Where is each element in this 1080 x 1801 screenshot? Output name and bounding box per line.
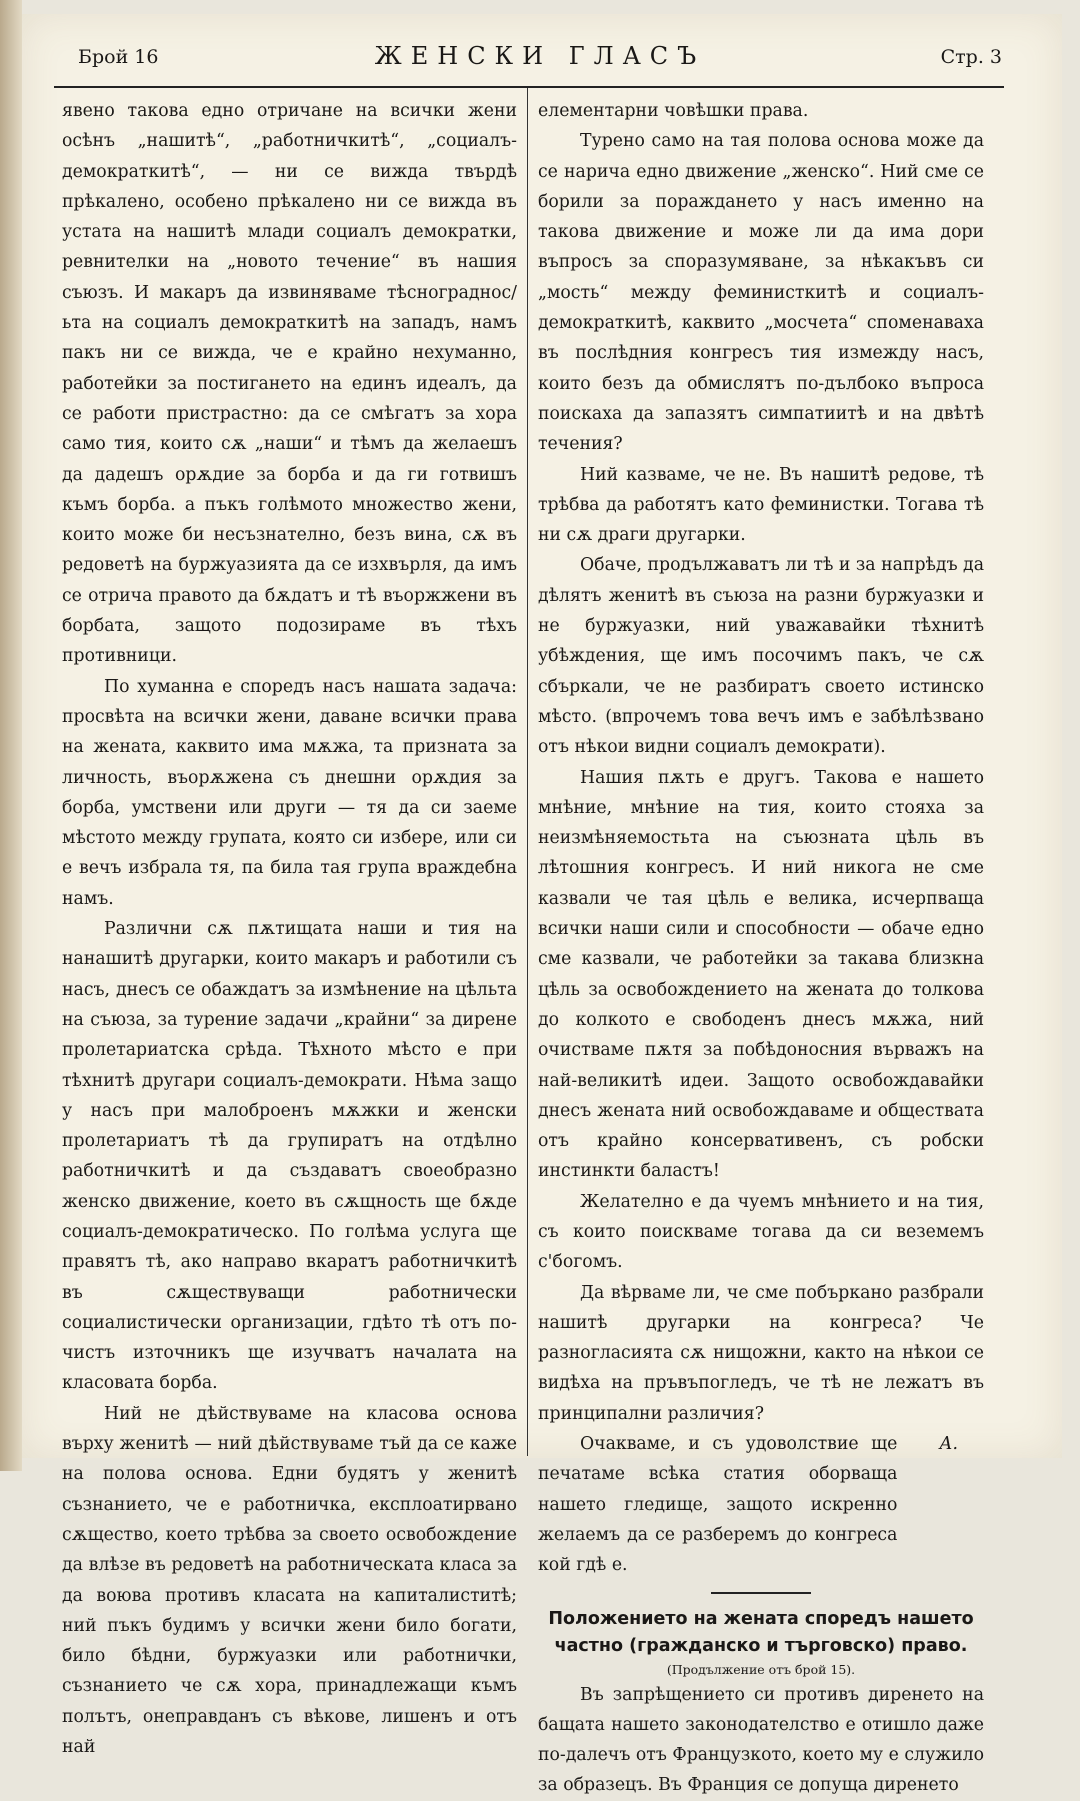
paragraph: Да вѣрваме ли, че сме побъркано разбрали нашитѣ другарки на конгреса? Че разногласията сѫ нищожни, както на нѣкои се видѣха на пръвъпогледъ, че тѣ не лежатъ въ принципални различия?	[538, 1282, 984, 1424]
author-signature: А.	[939, 1434, 958, 1455]
paragraph: Обаче, продължаватъ ли тѣ и за напрѣдъ да дѣлятъ женитѣ въ съюза на разни буржуазки и не буржуазки, ний уважавайки тѣхнитѣ убѣждения, ще имъ посочимъ пакъ, че сѫ сбъркали, че не разбиратъ своето истинско мѣсто. (впрочемъ това вечъ имъ е забѣлѣзвано отъ нѣкои видни социалъ демократи).	[538, 555, 984, 758]
paragraph: Въ запрѣщението си противъ диренето на бащата нашето законодателство е отишло даже по-далечъ отъ Французкото, което му е служило за образецъ. Въ Франция се допуща диренето	[538, 1684, 984, 1796]
header-rule	[54, 86, 1004, 88]
paragraph: Желателно е да чуемъ мнѣнието и на тия, съ които поискваме тогава да си веземемъ с'богомъ.	[538, 1191, 984, 1273]
issue-number: Брой 16	[78, 46, 159, 68]
section-divider	[711, 1592, 811, 1594]
paragraph: Очакваме, и съ удоволствие ще печатаме всѣка статия оборваща нашето гледище, защото искренно желаемъ да се разберемъ до конгреса кой гдѣ е.	[538, 1434, 898, 1576]
paragraph: Турено само на тая полова основа може да се нарича едно движение „женско“. Ний сме се борили за пораждането у насъ именно на такова движение и може ли да има дори въпросъ за споразумяване, за нѣкакъвъ си „мость“ между феминисткитѣ и социалъ-демократкитѣ, каквито „мосчета“ споменаваха въ послѣдния конгресъ тия измежду насъ, които безъ да обмислятъ по-дълбоко въпроса поискаха да запазятъ симпатиитѣ и на двѣтѣ течения?	[538, 131, 984, 455]
column-divider	[527, 88, 528, 1456]
paragraph: явено такова едно отричане на всички жени осѣнъ „нашитѣ“, „работничкитѣ“, „социалъ-демократкитѣ“, — ни се вижда твърдѣ прѣкалено, особено прѣкалено ни се вижда въ устата на нашитѣ млади социалъ демократки, ревнителки на „новото течение“ въ нашия съюзъ. И макаръ да извиняваме тѣснограднос/ьта на социалъ демократкитѣ на западъ, намъ пакъ ни се вижда, че е крайно нехуманно, работейки за постигането на единъ идеалъ, да се работи пристрастно: да се смѣгатъ за хора само тия, които сѫ „наши“ и тѣмъ да желаешъ да дадешъ орѫдие за борба и да ги готвишъ къмъ борба. а пъкъ голѣмото множество жени, които може би несъзнателно, безъ вина, сѫ въ редоветѣ на буржуазията да се изхвърля, да имъ се отрича правото да бѫдатъ и тѣ въоржжени въ борбата, защото подозираме въ тѣхъ противници.	[62, 101, 517, 667]
signed-paragraph	[538, 1429, 984, 1580]
paragraph: елементарни човѣшки права.	[538, 101, 809, 121]
paragraph: Ний не дѣйствуваме на класова основа върху женитѣ — ний дѣйствуваме тъй да се каже на полова основа. Едни будятъ у женитѣ съзнанието, че е работничка, експлоатирвано сѫщество, което трѣбва за своето освобождение да влѣзе въ редоветѣ на работническата класа за да воюва противъ класата на капиталиститѣ; ний пъкъ будимъ у всички жени било богати, било бѣдни, буржуазки или работнички, съзнанието че сѫ хора, принадлежащи къмъ полътъ, онеправданъ съ вѣкове, лишенъ и отъ най	[62, 1403, 517, 1758]
book-spine	[0, 0, 22, 1471]
left-column	[62, 96, 517, 1762]
section-title: Положението на жената споредъ нашето частно (гражданско и търговско) право.	[548, 1608, 974, 1656]
paragraph: Ний казваме, че не. Въ нашитѣ редове, тѣ трѣбва да работятъ като феминистки. Тогава тѣ ни сѫ драги другарки.	[538, 464, 984, 546]
page-number: Стр. 3	[940, 46, 1002, 68]
newspaper-title: ЖЕНСКИ ГЛАСЪ	[374, 42, 706, 70]
paragraph: Нашия пѫть е другъ. Такова е нашето мнѣние, мнѣние на тия, които стояха за неизмѣняемостьта на съюзната цѣль въ лѣтошния конгресъ. И ний никога не сме казвали че тая цѣль е велика, исчерпваща всички наши сили и способности — обаче едно сме казвали, че работейки за такава близкна цѣль за освобождението на жената до толкова до колкото е свободенъ днесъ мѫжа, ний очистваме пѫтя за побѣдоносния върважъ на най-великитѣ идеи. Защото освобождавайки днесъ жената ний освобождаваме и обществата отъ крайно консервативенъ, съ робски инстинкти баластъ!	[538, 767, 984, 1182]
paragraph: По хуманна е споредъ насъ нашата задача: просвѣта на всички жени, даване всички права на жената, каквито има мѫжа, та призната за личность, въорѫжена съ днешни орѫдия за борба, умствени или други — тя да си заеме мѣстото между групата, която си избере, или си е вечъ избрала тя, па била тая група враждебна намъ.	[62, 676, 517, 909]
paragraph: Различни сѫ пѫтищата наши и тия на нанашитѣ другарки, които макаръ и работили съ насъ, днесъ се обаждатъ за измѣнение на цѣльта на съюза, за турение задачи „крайни“ за дирене пролетариатска срѣда. Тѣхното мѣсто е при тѣхнитѣ другари социалъ-демократи. Нѣма защо у насъ при малоброенъ мѫжки и женски пролетариатъ тѣ да групиратъ на отдѣлно работничкитѣ и да създаватъ своеобразно женско движение, което въ сѫщность ще бѫде социалъ-демократическо. По голѣма услуга ще правятъ тѣ, ако направо вкаратъ работничкитѣ въ сѫществуващи работнически социалистически организации, гдѣто тѣ отъ по-чистъ източникъ ще изучватъ началата на класовата борба.	[62, 919, 517, 1394]
right-column	[538, 96, 984, 1801]
page-header	[78, 38, 1002, 78]
section-subtitle: (Продължение отъ брой 15).	[666, 1661, 856, 1677]
